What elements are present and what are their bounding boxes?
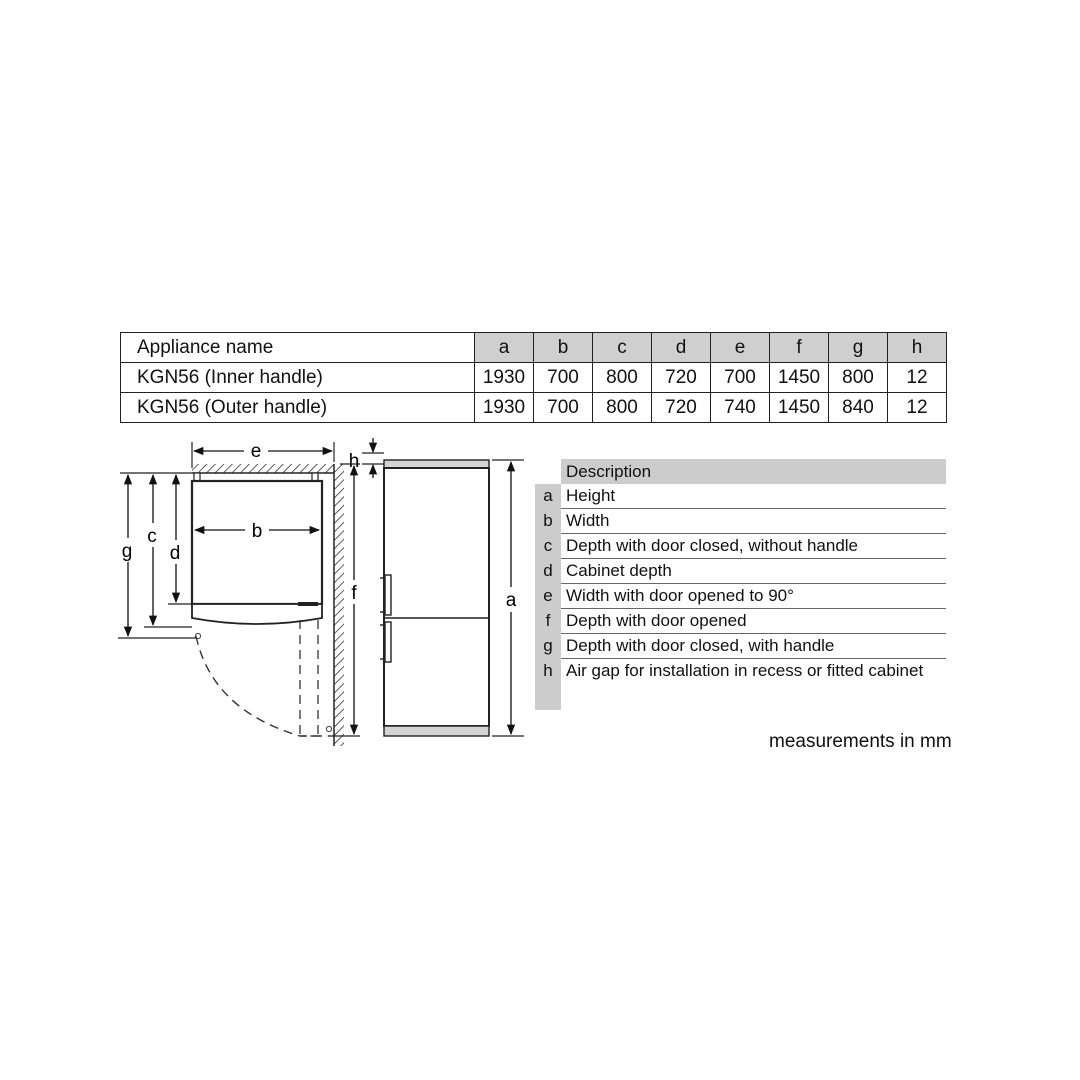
legend-row-f (535, 609, 946, 634)
col-header-g: g (829, 333, 888, 363)
side-wall-hatch (334, 464, 344, 746)
value-cell: 12 (888, 393, 947, 423)
appliance-name-cell: KGN56 (Inner handle) (121, 363, 475, 393)
fridge-body-side (384, 468, 489, 726)
handle-top (298, 602, 318, 606)
value-cell: 800 (829, 363, 888, 393)
legend-key: b (535, 509, 561, 534)
col-header-e: e (711, 333, 770, 363)
legend-key-column-filler (535, 684, 561, 710)
value-cell: 700 (711, 363, 770, 393)
appliance-name-header: Appliance name (121, 333, 475, 363)
door-top (192, 604, 322, 624)
lower-door-handle (385, 622, 391, 662)
value-cell: 840 (829, 393, 888, 423)
dim-label-b: b (251, 521, 263, 542)
legend-key: e (535, 584, 561, 609)
side-view (349, 438, 524, 736)
legend-text: Cabinet depth (561, 559, 946, 584)
spacer-left (194, 473, 200, 481)
col-header-d: d (652, 333, 711, 363)
value-cell: 800 (593, 363, 652, 393)
top-view (118, 441, 360, 746)
dim-label-f: f (351, 583, 357, 604)
col-header-h: h (888, 333, 947, 363)
legend-text: Air gap for installation in recess or fitted cabinet (566, 661, 924, 680)
cabinet-body-top (192, 481, 322, 604)
value-cell: 1450 (770, 363, 829, 393)
dim-label-g: g (121, 541, 133, 562)
description-legend (535, 459, 946, 710)
col-header-c: c (593, 333, 652, 363)
value-cell: 700 (534, 363, 593, 393)
legend-text: Height (561, 484, 946, 509)
dim-label-e: e (250, 441, 262, 462)
fridge-plinth (384, 726, 489, 736)
legend-header: Description (561, 459, 946, 484)
legend-text: Depth with door closed, without handle (561, 534, 946, 559)
legend-key: f (535, 609, 561, 634)
legend-row-d (535, 559, 946, 584)
value-cell: 1930 (475, 363, 534, 393)
door-swing-arc (196, 636, 330, 736)
value-cell: 12 (888, 363, 947, 393)
fridge-top-cap (384, 460, 489, 468)
legend-text: Width with door opened to 90° (561, 584, 946, 609)
legend-row-e (535, 584, 946, 609)
value-cell: 740 (711, 393, 770, 423)
spacer-right (312, 473, 318, 481)
value-cell: 1450 (770, 393, 829, 423)
back-wall-hatch (192, 464, 334, 473)
legend-key: c (535, 534, 561, 559)
upper-door-handle (385, 575, 391, 615)
legend-row-c (535, 534, 946, 559)
col-header-b: b (534, 333, 593, 363)
col-header-a: a (475, 333, 534, 363)
units-note: measurements in mm (769, 731, 952, 752)
legend-row-a (535, 484, 946, 509)
legend-key: g (535, 634, 561, 659)
legend-row-b (535, 509, 946, 534)
value-cell: 1930 (475, 393, 534, 423)
legend-text: Width (561, 509, 946, 534)
dim-label-d: d (169, 543, 181, 564)
legend-key: d (535, 559, 561, 584)
value-cell: 720 (652, 363, 711, 393)
hinge-point (326, 726, 331, 731)
dim-label-c: c (147, 526, 157, 547)
appliance-name-cell: KGN56 (Outer handle) (121, 393, 475, 423)
legend-row-g (535, 634, 946, 659)
legend-text: Depth with door closed, with handle (561, 634, 946, 659)
legend-row-h (535, 659, 946, 684)
legend-key: h (535, 659, 561, 684)
legend-key: a (535, 484, 561, 509)
dim-label-a: a (505, 590, 517, 611)
dim-label-h: h (348, 451, 360, 472)
legend-text: Depth with door opened (561, 609, 946, 634)
col-header-f: f (770, 333, 829, 363)
value-cell: 800 (593, 393, 652, 423)
value-cell: 720 (652, 393, 711, 423)
value-cell: 700 (534, 393, 593, 423)
